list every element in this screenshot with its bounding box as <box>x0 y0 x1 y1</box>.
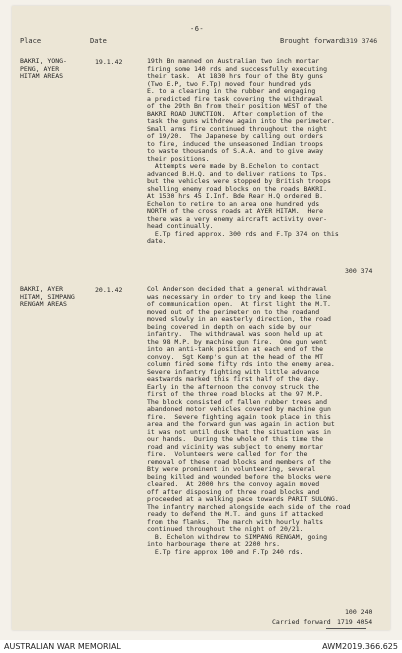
entry-date: 20.1.42 <box>95 286 123 294</box>
carried-forward-label: Carried forward <box>272 618 331 626</box>
carried-forward-values: 1719 4054 <box>337 618 373 626</box>
entry-date: 19.1.42 <box>95 58 123 66</box>
entry-text: 19th Bn manned on Australian two inch mortar firing some 140 rds and successfully executing their task. At 1830 hrs four of the Bty guns (Two E.P, two F.Tp) moved four hundred yds E. to a clearing in the rubber and engaging a predicted fire task covering the withdrawal of the 29th Bn from their position WEST of the BAKRI ROAD JUNCTION. After completion of the task the guns withdrew again into the perimeter. Small arms fire continued throughout the night of 19/20. The Japanese by calling out orders to fire, induced the unseasoned Indian troops to waste thousands of S.A.A. and to give away their positions. Attempts were made by B.Echelon to contact advanced B.H.Q. and to deliver rations to Tps. but the vehicles were stopped by British troops shelling enemy road blocks on the roads BAKRI. At 1530 hrs 45 I.Inf. Bde Rear H.Q ordered B. Echelon to retire to an area one hundred yds NORTH of the cross roads at AYER HITAM. Here there was a very enemy aircraft activity over- head continually. E.Tp fired approx. 300 rds and F.Tp 374 on this date. <box>147 57 339 245</box>
brought-forward-label: Brought forward <box>280 37 344 45</box>
entry-text: Col Anderson decided that a general withdrawal was necessary in order to try and keep the line of communication open. At first light the M.T. moved out of the perimeter on to the roadand moved slowly in an easterly direction, the road being covered in depth on each side by our infantry. The withdrawal was soon held up at the 98 M.P. by machine gun fire. One gun went into an anti-tank position at each end of the convoy. Sgt Kemp's gun at the head of the MT column fired some fifty rds into the enemy area. Severe infantry fighting with little advance eastwards marked this first half of the day. Early in the afternoon the convoy struck the first of the three road blocks at the 97 M.P. The block consisted of fallen rubber trees and abandoned motor vehicles covered by machine gun fire. Severe fighting again took place in this area and the forward gun was again in action but it was not until dusk that the situation was in our hands. During the whole of this time the road and vicinity was subject to enemy mortar fire. Volunteers were called for for the removal of these road blocks and members of the Bty were prominent in volunteering, several being killed and wounded before the blocks were cleared. At 2000 hrs the convoy again moved off after disposing of three road blocks and proceeded at a walking pace towards PARIT SULONG. The infantry marched alongside each side of the road ready to defend the M.T. and guns if attacked from the flanks. The march with hourly halts continued throughout the night of 20/21. B. Echelon withdrew to SIMPANG RENGAM, going into harbourage there at 2200 hrs. E.Tp fire approx 100 and F.Tp 240 rds. <box>147 285 351 556</box>
brought-forward-values: 1319 3746 <box>342 37 378 45</box>
column-header-place: Place <box>20 37 42 45</box>
page-number: -6- <box>190 25 205 33</box>
entry-tally: 300 374 <box>345 267 373 275</box>
footer-institution: AUSTRALIAN WAR MEMORIAL <box>4 642 121 651</box>
footer-bar <box>0 640 402 653</box>
total-rule <box>326 628 366 629</box>
column-header-date: Date <box>90 37 107 45</box>
entry-tally: 100 240 <box>345 608 373 616</box>
entry-place: BAKRI, YONG- PENG, AYER HITAM AREAS <box>20 57 67 80</box>
entry-place: BAKRI, AYER HITAM, SIMPANG RENGAM AREAS <box>20 285 75 308</box>
footer-accession-number: AWM2019.366.625 <box>322 642 398 651</box>
